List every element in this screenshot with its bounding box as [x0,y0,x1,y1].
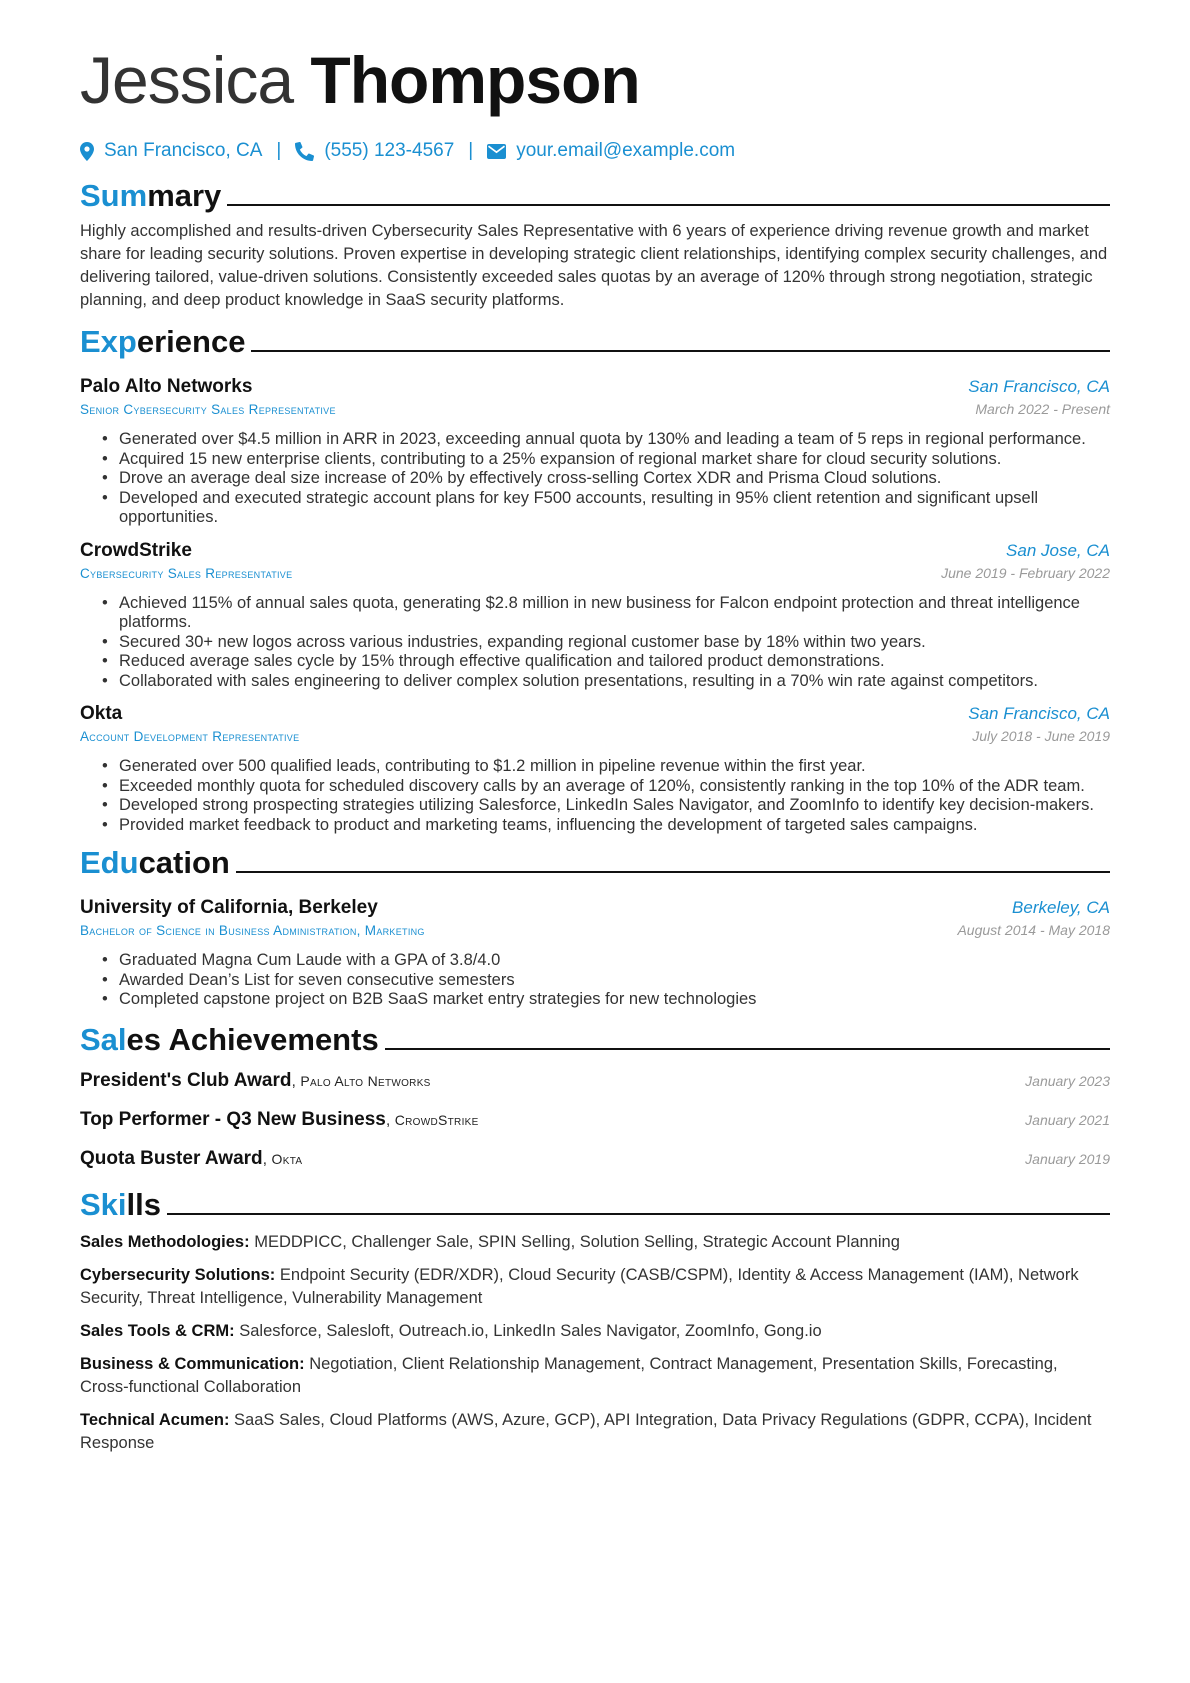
skill-label: Sales Methodologies: [80,1232,250,1251]
skill-value: SaaS Sales, Cloud Platforms (AWS, Azure, GCP), API Integration, Data Privacy Regulations (GDPR, CCPA), Incident Response [80,1410,1092,1452]
achievement-date: January 2023 [1025,1072,1110,1089]
candidate-name [80,40,1110,120]
heading-rest: lls [126,1186,161,1222]
heading-rest: cation [138,845,230,880]
job-role: Account Development Representative [80,729,300,744]
heading-accent: Sum [80,178,148,213]
achievement-title: Top Performer - Q3 New Business [80,1108,386,1130]
experience-heading [80,324,1110,360]
skill-row [80,1264,1110,1310]
job-bullets [80,594,1110,692]
job-bullets [80,757,1110,835]
heading-accent: Ski [80,1186,127,1222]
heading-rest: mary [147,178,222,213]
bullet-item: • Drove an average deal size increase of 20% by effectively cross-selling Cortex XDR and Prisma Cloud solutions. [102,469,1110,489]
email-link[interactable]: your.email@example.com [516,140,736,161]
heading-rule [385,1048,1110,1050]
skill-label: Business & Communication: [80,1354,305,1373]
job-dates: March 2022 - Present [975,401,1110,417]
bullet-item: • Collaborated with sales engineering to deliver complex solution presentations, resulting in a 70% win rate against competitors. [102,672,1110,692]
skill-label: Technical Acumen: [80,1410,230,1429]
achievement-date: January 2019 [1025,1150,1110,1167]
company-name: CrowdStrike [80,539,192,561]
achievement-title: Quota Buster Award [80,1147,263,1169]
job-entry [80,376,1110,528]
skill-value: Negotiation, Client Relationship Management, Contract Management, Presentation Skills, Forecasting, Cross-functional Collaboration [80,1354,1058,1396]
education-heading [80,845,1110,881]
job-location: San Francisco, CA [968,377,1110,396]
skill-label: Sales Tools & CRM: [80,1321,235,1340]
company-name: Okta [80,703,123,724]
location-text: San Francisco, CA [104,140,263,161]
bullet-item: • Secured 30+ new logos across various industries, expanding regional customer base by 18% within two years. [102,633,1110,653]
bullet-item: • Achieved 115% of annual sales quota, generating $2.8 million in new business for Falcon endpoint protection and threat intelligence platforms. [102,594,1110,633]
skill-row [80,1320,1110,1343]
achievement-item: Quota Buster Award, Okta January 2019 [80,1147,1110,1169]
bullet-item: • Graduated Magna Cum Laude with a GPA of 3.8/4.0 [102,951,1110,971]
job-dates: July 2018 - June 2019 [972,728,1110,744]
phone-icon [295,142,314,161]
bullet-item: • Generated over $4.5 million in ARR in 2023, exceeding annual quota by 130% and leading a team of 5 reps in regional performance. [102,430,1110,450]
job-dates: June 2019 - February 2022 [941,564,1110,581]
skill-row [80,1231,1110,1254]
skill-row [80,1353,1110,1399]
heading-rest: erience [136,324,246,359]
education-bullets [80,951,1110,1010]
job-role: Cybersecurity Sales Representative [80,565,293,581]
first-name: Jessica [80,43,294,117]
skills-heading [80,1187,1110,1223]
job-role: Senior Cybersecurity Sales Representative [80,402,336,417]
achievement-title: President's Club Award [80,1069,292,1091]
skill-value: MEDDPICC, Challenger Sale, SPIN Selling, Solution Selling, Strategic Account Planning [254,1232,900,1251]
map-pin-icon [80,142,94,161]
school-location: Berkeley, CA [1012,898,1110,917]
job-entry [80,703,1110,835]
heading-rule [167,1213,1110,1215]
job-location: San Francisco, CA [968,704,1110,723]
bullet-item: • Awarded Dean’s List for seven consecutive semesters [102,971,1110,991]
job-bullets [80,430,1110,528]
last-name: Thompson [310,43,640,117]
heading-rule [251,350,1110,352]
bullet-item: • Generated over 500 qualified leads, contributing to $1.2 million in pipeline revenue within the first year. [102,757,1110,777]
skill-row [80,1409,1110,1455]
achievement-org: Okta [271,1150,303,1167]
skill-label: Cybersecurity Solutions: [80,1265,276,1284]
job-location: San Jose, CA [1006,540,1110,560]
achievement-item: President's Club Award, Palo Alto Networks January 2023 [80,1069,1110,1091]
job-entry [80,540,1110,692]
heading-rule [227,204,1110,206]
bullet-item: • Reduced average sales cycle by 15% through effective qualification and tailored product demonstrations. [102,652,1110,672]
bullet-item: • Completed capstone project on B2B SaaS market entry strategies for new technologies [102,990,1110,1010]
achievement-date: January 2021 [1025,1111,1110,1128]
contact-bar [80,138,1110,164]
achievement-org: Palo Alto Networks [300,1072,431,1089]
heading-accent: Edu [80,845,139,880]
bullet-item: • Developed strong prospecting strategies utilizing Salesforce, LinkedIn Sales Navigator, and ZoomInfo to identify key decision-makers. [102,796,1110,816]
heading-accent: Sal [80,1021,127,1057]
summary-heading [80,178,1110,214]
bullet-item: • Developed and executed strategic account plans for key F500 accounts, resulting in 95% client retention and significant upsell opportunities. [102,489,1110,528]
phone-link[interactable]: (555) 123-4567 [324,140,455,161]
achievements-list [80,1070,1110,1187]
education-dates: August 2014 - May 2018 [957,922,1110,938]
skill-value: Salesforce, Salesloft, Outreach.io, LinkedIn Sales Navigator, ZoomInfo, Gong.io [239,1321,822,1340]
contact-phone [295,140,454,162]
achievements-heading [80,1022,1110,1058]
heading-rest: es Achievements [126,1021,379,1057]
contact-separator: | [276,140,282,161]
summary-text: Highly accomplished and results-driven Cybersecurity Sales Representative with 6 years of experience driving revenue growth and market share for leading security solutions. Proven expertise in developing strategic client relationships, identifying complex security challenges, and delivering tailored, value-driven solutions. Consistently exceeded sales quotas by an average of 120% through strong negotiation, strategic planning, and deep product knowledge in SaaS security platforms. [80,222,1108,309]
bullet-item: • Exceeded monthly quota for scheduled discovery calls by an average of 120%, consistently ranking in the top 10% of the ADR team. [102,777,1110,797]
skill-value: Endpoint Security (EDR/XDR), Cloud Security (CASB/CSPM), Identity & Access Management (IAM), Network Security, Threat Intelligence, Vulnerability Management [80,1265,1079,1307]
achievement-item: Top Performer - Q3 New Business, CrowdStrike January 2021 [80,1108,1110,1130]
achievement-org: CrowdStrike [394,1111,479,1128]
bullet-item: • Acquired 15 new enterprise clients, contributing to a 25% expansion of regional market share for cloud security solutions. [102,450,1110,470]
education-entry [80,897,1110,1010]
heading-accent: Exp [80,324,137,359]
skills-list [80,1231,1110,1455]
envelope-icon [487,144,506,159]
contact-email [487,140,735,162]
contact-separator: | [468,140,474,161]
degree: Bachelor of Science in Business Administration, Marketing [80,923,425,938]
heading-rule [236,871,1110,873]
school-name: University of California, Berkeley [80,897,378,918]
company-name: Palo Alto Networks [80,376,253,397]
bullet-item: • Provided market feedback to product and marketing teams, influencing the development of targeted sales campaigns. [102,816,1110,836]
contact-location [80,140,262,162]
